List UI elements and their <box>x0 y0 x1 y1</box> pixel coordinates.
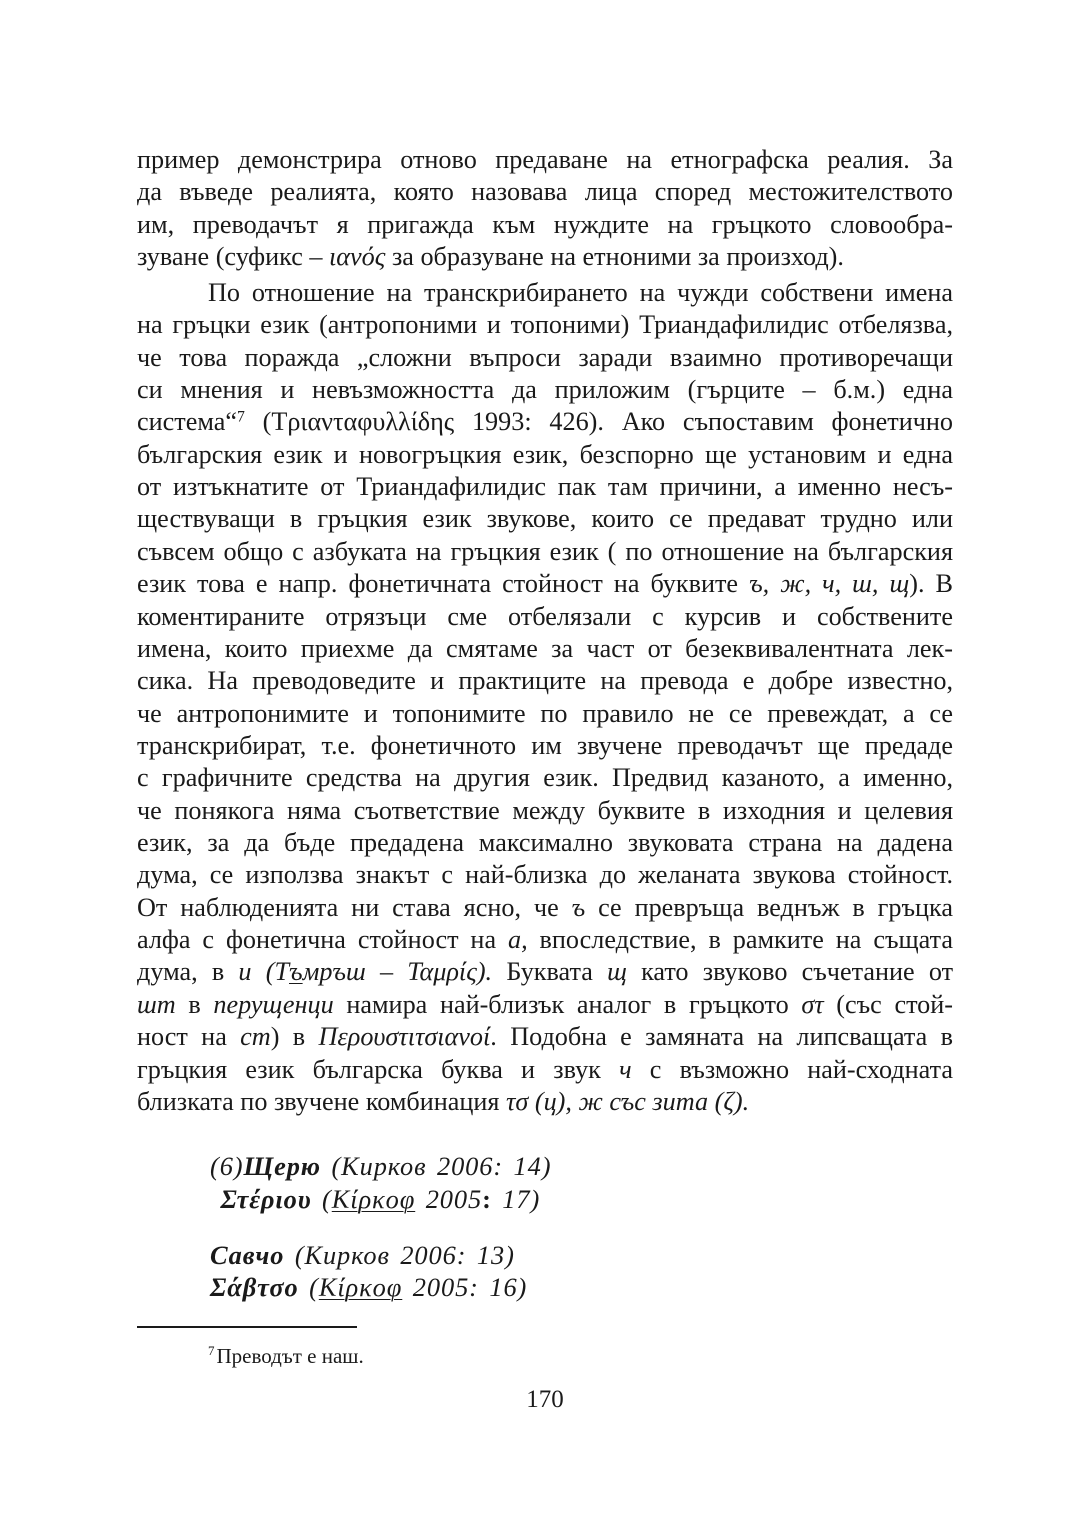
text-span: за образуване на етноними за произход). <box>385 242 844 272</box>
text-line <box>137 956 953 988</box>
emphasized-text: (Кирков 2006: 14) <box>320 1151 552 1181</box>
text-span: че това поражда „сложни въпроси заради взаимно противоречащи <box>137 342 953 372</box>
footnote-rule <box>137 1326 357 1328</box>
text-line <box>137 1054 953 1086</box>
emphasized-text: (6) <box>210 1151 244 1181</box>
text-line <box>137 209 953 241</box>
emphasized-text: ( <box>298 1272 319 1302</box>
text-span: По отношение на транскрибирането на чужди собствени имена <box>208 277 953 307</box>
emphasized-text: шт <box>137 989 176 1019</box>
text-span: съвсем общо с азбуката на гръцкия език ( по отношение на българския <box>137 536 953 566</box>
emphasized-text: 2005: 16) <box>402 1272 528 1302</box>
text-line <box>137 633 953 665</box>
text-span: От наблюденията ни става ясно, че <box>137 892 572 922</box>
text-span: че антропонимите и топонимите по правило не се превеждат, а се <box>137 698 953 728</box>
text-span: дума, в <box>137 957 239 987</box>
emphasized-text: и (Т <box>238 957 290 987</box>
text-line <box>137 859 953 891</box>
text-line <box>137 924 953 956</box>
paragraph <box>137 277 953 1118</box>
text-line <box>137 795 953 827</box>
text-line <box>137 277 953 309</box>
footnote-text: Преводът е наш. <box>216 1344 364 1368</box>
text-line <box>137 989 953 1021</box>
text-line <box>137 1086 953 1118</box>
example-line <box>210 1271 910 1304</box>
text-span: като звуково съчетание от <box>626 957 954 987</box>
footnote-reference: 7 <box>236 408 245 426</box>
text-line <box>137 762 953 794</box>
text-span: алфа с фонетична стойност на <box>137 925 508 955</box>
text-span: дума, се използва знакът с най-близка до желаната звукова стойност. <box>137 860 953 890</box>
emphasized-text: Κίρκοφ <box>318 1272 403 1302</box>
text-span: им, преводачът я пригажда към нуждите на гръцкото словообра- <box>137 209 953 239</box>
paragraph <box>137 144 953 273</box>
emphasized-text: 17) <box>491 1183 541 1214</box>
text-line <box>137 309 953 341</box>
text-line <box>137 342 953 374</box>
text-span: транскрибират, т.е. фонетичното им звучене преводачът ще предаде <box>137 730 953 760</box>
emphasized-text: ъ, ж, ч, ш, щ <box>749 569 910 599</box>
text-span: Буквата <box>492 957 608 987</box>
text-line <box>137 241 953 273</box>
text-span: ). В <box>909 569 954 599</box>
emphasized-text: στ <box>801 989 824 1019</box>
text-line <box>137 144 953 176</box>
emphasized-text: ъ <box>571 892 586 922</box>
text-span: зуване (суфикс – <box>137 242 330 272</box>
example-pair <box>210 1239 910 1304</box>
emphasized-text: а, <box>507 925 528 955</box>
emphasized-text: (Кирков 2006: 13) <box>284 1239 515 1270</box>
emphasized-text: Щерю <box>243 1151 321 1181</box>
text-span: с графичните средства на другия език. Предвид казаното, а именно, <box>137 763 953 793</box>
text-line <box>137 827 953 859</box>
emphasized-text: Στέριου <box>210 1183 312 1214</box>
emphasized-text: τσ (ц), ж със зита (ζ). <box>506 1086 750 1116</box>
text-line <box>137 568 953 600</box>
emphasized-text: Савчо <box>210 1239 285 1270</box>
emphasized-text: ъ <box>289 957 303 987</box>
text-line <box>137 503 953 535</box>
text-span: ) в <box>270 1022 319 1052</box>
footnote-marker: 7 <box>208 1343 215 1359</box>
text-span: си мнения и невъзможността да приложим (гърците – б.м.) една <box>137 375 953 405</box>
text-span: . Подобна е замяната на липсващата в <box>490 1022 953 1052</box>
text-line <box>137 698 953 730</box>
text-span: да въведе реалията, която назовава лица според местожителството <box>137 177 953 207</box>
text-line <box>137 374 953 406</box>
text-line <box>137 406 953 438</box>
text-span: на гръцки език (антропоними и топоними) Триандафилидис отбелязва, <box>137 310 953 340</box>
text-span: коментираните отрязъци сме отбелязали с курсив и собствените <box>137 601 953 631</box>
example-pair <box>210 1150 910 1215</box>
text-span: гръцкия език българска буква и звук <box>137 1054 620 1084</box>
text-line <box>137 1021 953 1053</box>
text-span: впоследствие, в рамките на същата <box>527 925 953 955</box>
text-span: сика. На преводоведите и практиците на превода е добре известно, <box>137 666 953 696</box>
emphasized-text: перущенци <box>213 989 334 1019</box>
text-span: се превръща веднъж в гръцка <box>585 892 953 922</box>
text-span: ност на <box>137 1022 241 1052</box>
text-span: (Τριανταφυλλίδης 1993: 426). Ако съпоставим фонетично <box>244 407 953 437</box>
example-block <box>210 1150 910 1304</box>
text-line <box>137 176 953 208</box>
text-line <box>137 439 953 471</box>
text-span: че понякога няма съответствие между буквите в изходния и целевия <box>137 795 953 825</box>
text-span: в <box>175 989 214 1019</box>
emphasized-text: мръш – Ταμρίς). <box>302 957 493 987</box>
page-number: 170 <box>526 1386 564 1413</box>
text-line <box>137 601 953 633</box>
example-line <box>210 1150 910 1183</box>
main-text <box>137 144 953 1118</box>
emphasized-text: Σάβτσο <box>210 1272 299 1302</box>
text-line <box>137 892 953 924</box>
text-span: българския език и новогръцкия език, безспорно ще установим и една <box>137 439 953 469</box>
example-line <box>210 1239 910 1272</box>
emphasized-text: Κίρκοφ <box>331 1183 416 1214</box>
footnote <box>208 1342 364 1370</box>
emphasized-text: щ <box>607 957 627 987</box>
text-span: език това е напр. фонетичната стойност на буквите <box>137 569 750 599</box>
emphasized-text: ст <box>240 1022 271 1052</box>
text-line <box>137 471 953 503</box>
text-span: имена, които приехме да смятаме за част от безеквивалентната лек- <box>137 633 953 663</box>
emphasized-text: 2005 <box>415 1183 483 1214</box>
example-line <box>210 1183 910 1216</box>
text-span: с възможно най-сходната <box>631 1054 953 1084</box>
text-span: ществуващи в гръцкия език звукове, които се предават трудно или <box>137 504 953 534</box>
text-span: пример демонстрира отново предаване на етнографска реалия. За <box>137 145 953 174</box>
emphasized-text: ιανός <box>329 242 386 272</box>
text-span: близката по звучене комбинация <box>137 1086 507 1116</box>
text-span: от изтъкнатите от Триандафилидис пак там причини, а именно несъ- <box>137 472 953 502</box>
text-line <box>137 536 953 568</box>
emphasized-text: : <box>482 1183 492 1214</box>
text-span: система“ <box>137 407 237 437</box>
emphasized-text: ( <box>311 1183 332 1214</box>
text-span: език, за да бъде предадена максимално звуковата страна на дадена <box>137 828 953 858</box>
emphasized-text: Περουστιτσιανοί <box>318 1022 491 1052</box>
text-span: (със стой- <box>823 989 953 1019</box>
text-line <box>137 730 953 762</box>
text-line <box>137 665 953 697</box>
text-span: намира най-близък аналог в гръцкото <box>333 989 802 1019</box>
emphasized-text: ч <box>619 1054 632 1084</box>
